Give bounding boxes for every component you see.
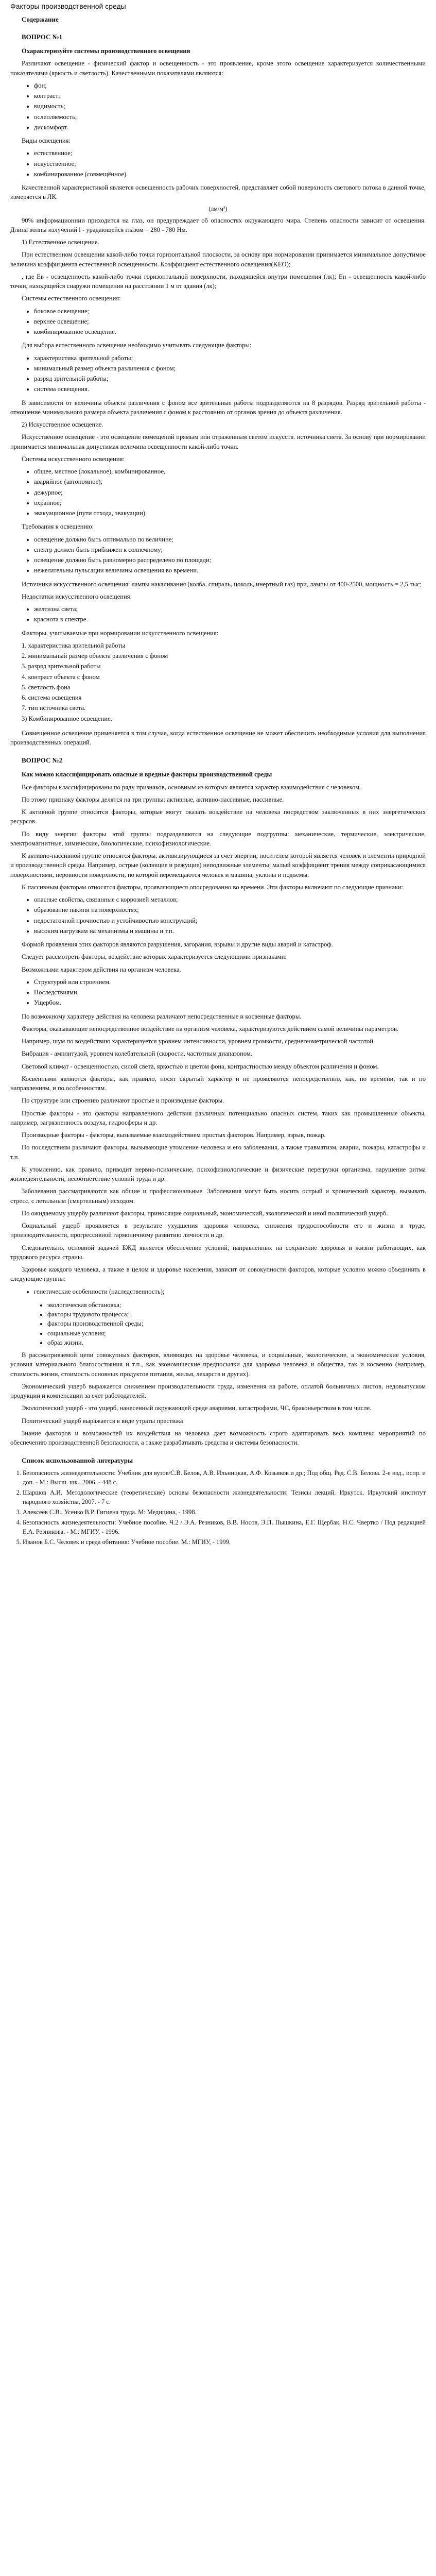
list-item: 2. Шаршов А.И. Методологические (теоретические) основы безопасности жизнедеятельности: Тезисы лекций. Иркутск. Иркутский институт народного хозяйства, 2007. - 7 с. <box>23 1488 426 1507</box>
drawbacks-intro: Недостатки искусственного освещения: <box>22 592 132 600</box>
q2-heading: Как можно классифицировать опасные и вредные факторы производственной среды <box>22 771 272 778</box>
requirements-list <box>34 535 426 575</box>
list-item: • контраст; <box>34 91 426 100</box>
sources-para: Источники искусственного освещения: лампы накаливания (колба, спираль, цоколь, инертный газ) при, лампы от 400-2500, мощность = 2,5 тыс; <box>22 580 422 588</box>
attitude-list <box>34 977 426 1008</box>
q2-para: Например, шум по воздействию характеризуется уровнем интенсивности, уровнем громкости, среднегеометрической частотой. <box>22 1038 375 1045</box>
list-item: • краснота в спектре. <box>34 615 426 624</box>
list-item: • нежелательны пульсации величины освещения во времени. <box>34 566 426 575</box>
natural-heading: 1) Естественное освещение. <box>22 239 99 246</box>
q2-para: Здоровье каждого человека, а также в целом и здоровье населения, зависит от совокупности факторов, которые условно можно объединить в следующие группы: <box>10 1266 426 1283</box>
q2-para: По возможному характеру действия на человека различают непосредственные и косвенные факторы. <box>22 1012 302 1020</box>
list-item: • характеристика зрительной работы; <box>34 353 426 363</box>
list-item: • верхнее освещение; <box>34 317 426 326</box>
q2-para: По виду энергии факторы этой группы подразделяются на следующие подгруппы: механические, термические, электрические, электромагнитные, химические, биологические, психофизиологические. <box>10 830 426 847</box>
keo-para: , где Ев - освещенность какой-либо точки горизонтальной поверхности, находящейся внутри помещения (лк); Eн - освещенность какой-либо точки, находящейся снаружи помещения на расстоянии 1 м от здания (лк); <box>10 273 426 290</box>
q1-title: ВОПРОС №1 <box>22 33 63 41</box>
list-item: • Последствиями. <box>34 988 426 997</box>
list-item: • генетические особенности (наследственность); <box>34 1287 426 1296</box>
list-item: • ослепляемость; <box>34 112 426 122</box>
list-item: • система освещения. <box>34 384 426 394</box>
list-item: 3. Алексеев С.В., Усенко В.Р. Гигиена труда. М: Медицина, - 1998. <box>23 1508 426 1517</box>
list-item: 4. Безопасность жизнедеятельности: Учебное пособие. Ч.2 / Э.А. Резников, В.В. Носов, Э.П. Пышкина, Е.Г. Щербак, Н.С. Чвертко / Под редакцией Е.А. Резникова. - М.: МГИУ, - 1996. <box>23 1518 426 1537</box>
list-item: • аварийное (автономное); <box>34 477 426 486</box>
list-item: • образование накипи на поверхностях; <box>34 905 426 914</box>
list-item: • Структурой или строением. <box>34 977 426 987</box>
q2-para: Факторы, оказывающие непосредственное воздействие на организм человека, характеризуются действием самой величины параметров. <box>22 1025 399 1032</box>
q2-para: Следовательно, основной задачей БЖД является обеспечение условий, направленных на сохранение здоровья и жизни работающих, как трудового ресурса страны. <box>10 1244 426 1261</box>
choose-para: Для выбора естественного освещение необходимо учитывать следующие факторы: <box>22 342 252 349</box>
list-item: • освещение должно быть равномерно распределено по площади; <box>34 555 426 565</box>
choose-list <box>34 353 426 394</box>
list-item: 4. контраст объекта с фоном <box>22 673 100 681</box>
list-item: • социальные условия; <box>47 1329 426 1338</box>
q2-para: К пассивным факторам относятся факторы, проявляющиеся опосредованно во времени. Эти факторы включают по следующие признаки: <box>22 883 404 891</box>
list-item: • недостаточной прочностью и устойчивостью конструкций; <box>34 916 426 925</box>
list-item: • общее, местное (локальное), комбинированное, <box>34 467 426 476</box>
contents-label: Содержание <box>22 15 59 23</box>
list-item: • минимальный размер объекта различения с фоном; <box>34 364 426 373</box>
natural-para: При естественном освещении какой-либо точки горизонтальной плоскости, за основу при нормировании принимается минимальное допустимое величина коэффициента естественной освещенности. Коэффициент естественного освещения(KEO); <box>10 251 426 268</box>
q2-para: Все факторы классифицированы по ряду признаков, основным из которых является характер взаимодействия с человеком. <box>22 783 361 791</box>
list-item: • эвакуационное (пути отхода, эвакуации). <box>34 509 426 518</box>
list-item: • охранное; <box>34 498 426 507</box>
list-item: • комбинированное освещение. <box>34 327 426 336</box>
q2-para: К утомлению, как правило, приводит нервно-психические, психофизиологические и физические перегрузки организма, нарушение ритма жизнедеятельности, несоответствие условий труда и др. <box>10 1165 426 1182</box>
list-item: 7. тип источника света. <box>22 704 86 712</box>
list-item: • образ жизни. <box>47 1338 426 1347</box>
q2-para: Косвенными являются факторы, как правило, носят скрытый характер и не проявляются непосредственно, как, по времени, так и по направлениям, и по особенностям. <box>10 1075 426 1092</box>
bibliography-list <box>23 1469 426 1547</box>
list-item: • комбинированное (совмещённое). <box>34 170 426 179</box>
list-item: • искусственное; <box>34 159 426 168</box>
list-item: • дежурное; <box>34 488 426 497</box>
list-item: • экологическая обстановка; <box>47 1300 426 1310</box>
health-sub <box>47 1300 426 1347</box>
list-item: • высоким нагрузкам на механизмы и машины и т.п. <box>34 926 426 936</box>
list-item: 6. система освещения <box>22 694 82 701</box>
drawbacks-list <box>34 604 426 624</box>
list-item: • видимость; <box>34 101 426 111</box>
factors-list <box>22 641 426 723</box>
q2-para: В рассматриваемой цепи совокупных факторов, влияющих на здоровье человека, и социальные, экологические, а экономические условия, условия материального благосостояния и т.п., как экономические предпосылки для здоровья человека и общества, так и косвенно (например, стоимость жизни, стоимость основных продуктов питания, жилья, лекарств и других). <box>10 1351 426 1378</box>
list-item: 2. минимальный размер объекта различения с фоном <box>22 652 168 659</box>
q2-para: Простые факторы - это факторы направленного действия различных потенциально опасных систем, таких как промышленные объекты, например, загрязненность воздуха, гидросферы и др. <box>10 1109 426 1126</box>
list-item: • факторы производственной среды; <box>47 1319 426 1328</box>
q1-intro: Различают освещение - физический фактор и освещенность - это проявление, кроме этого освещение характеризуется количественными показателями (яркость и светлость). Качественными показателями являются: <box>10 60 426 77</box>
passive-list <box>34 895 426 936</box>
list-item: • дискомфорт. <box>34 123 426 132</box>
formula: (лм/м²) <box>208 205 228 212</box>
q2-para: По этому признаку факторы делятся на три группы: активные, активно-пассивные, пассивные. <box>22 795 284 803</box>
q2-para: Заболевания рассматриваются как общие и профессиональные. Заболевания могут быть носить острый и хронический характер, вызывать стресс, с летальным (смертельным) исходом. <box>10 1188 426 1205</box>
list-item: • естественное; <box>34 148 426 158</box>
document-page <box>0 2 436 1558</box>
list-item: 3) Комбинированное освещение. <box>22 715 112 722</box>
q2-para: По ожидаемому ущербу различают факторы, приносящие социальный, экономический, экологический и иной политический ущерб. <box>22 1209 388 1217</box>
q2-para: Возможными характером действия на организм человека. <box>22 965 181 973</box>
list-item: • разряд зрительной работы; <box>34 374 426 383</box>
q2-para: Экономический ущерб выражается снижением производительности труда, изменения на работе, оплатой больничных листов, недовыпуском продукции и компенсации за счет работодателей. <box>10 1382 426 1399</box>
eye-para: 90% информационнии приходится на глаз, он предупреждает об опасностях окружающего мира. Степень опасности зависит от освещения. Длина волны излучений l - урадающейся глазом = 280 - 780 Нм. <box>10 216 426 233</box>
q2-para: По последствиям различают факторы, вызывающие утомление человека и его заболевания, а также травматизм, аварии, пожары, катастрофы и т.п. <box>10 1144 426 1161</box>
factors-intro: Факторы, учитываемые при нормировании искусственного освещения: <box>22 629 219 637</box>
list-item: 5. Иванов Б.С. Человек и среда обитания: Учебное пособие. М.: МГИУ, - 1999. <box>23 1538 426 1547</box>
list-item: 5. светлость фона <box>22 683 71 691</box>
list-item: • Ущербом. <box>34 998 426 1007</box>
q2-para: Вибрация - амплитудой, уровнем колебательной (скорости, частотным диапазоном. <box>22 1050 252 1058</box>
list-item: • фон; <box>34 81 426 90</box>
q2-para: Экологический ущерб - это ущерб, нанесенный окружающей среде авариями, катастрофами, ЧС, браконьерством в том числе. <box>22 1404 372 1412</box>
systems-list <box>34 307 426 337</box>
art-systems-intro: Системы искусственного освещения: <box>22 455 125 463</box>
q2-para: Формой проявления этих факторов являются разрушения, загорания, взрывы и другие виды аварий и катастроф. <box>22 941 333 948</box>
types-intro: Виды освещения: <box>22 137 71 144</box>
artificial-heading: 2) Искусственное освещение. <box>22 421 103 428</box>
q2-title: ВОПРОС №2 <box>22 756 63 765</box>
bibliography-title: Список использованной литературы <box>22 1456 133 1465</box>
q2-para: К активно-пассивной группе относятся факторы, активизирующиеся за счет энергии, носителем которой является человек и элементы природной и производственной среды. Например, острые (колющие и режущие) неподвижные элементы; малый коэффициент трения между соприкасающимися поверхностями, неровности поверхности, по которой перемещаются человек и машина; уклоны и подъемы. <box>10 852 426 878</box>
requirements-intro: Требования к освещению: <box>22 523 94 531</box>
combined-para: Совмещенное освещение применяется в том случае, когда естественное освещение не может обеспечить необходимые условия для выполнения производственных операций. <box>10 729 426 746</box>
list-item: 1. Безопасность жизнедеятельности: Учебник для вузов/С.В. Белов, А.В. Ильницкая, А.Ф. Козьяков и др.; Под общ. Ред. С.В. Белова. 2-е изд., испр. и доп. - М.: Высш. шк., 2006. - 448 с. <box>23 1469 426 1487</box>
artificial-para: Искусственное освещение - это освещение помещений прямым или отраженным светом искусств. источника света. За основу при нормировании принимается минимальная допустимая величина освещенности какой-либо точки. <box>10 433 426 450</box>
q2-para: Производные факторы - факторы, вызываемые взаимодействием простых факторов. Например, взрыв, пожар. <box>22 1131 326 1139</box>
list-item: • опасные свойства, связанные с коррозией металлов; <box>34 895 426 904</box>
q1-heading: Охарактеризуйте системы производственного освещения <box>22 47 190 55</box>
document-title: Факторы производственной среды <box>10 2 126 10</box>
q2-para: Световой климат - освещенностью, силой света, яркостью и цветом фона, контрастностью между объектом различения и фоном. <box>22 1062 379 1070</box>
list-item: • желтизна света; <box>34 604 426 614</box>
depends-para: В зависимости от величины объекта различения с фоном все зрительные работы подразделяются на 8 разрядов. Разряд зрительной работы - отношение минимального размера объекта различения с фоном к расстоянию от органов зрения до объекта различения. <box>10 399 426 416</box>
q2-para: Политический ущерб выражается в виде утраты престижа <box>22 1417 183 1425</box>
list-item: 3. разряд зрительной работы <box>22 663 101 670</box>
list-item: • спектр должен быть приближен к солнечному; <box>34 545 426 554</box>
quality-list <box>34 81 426 132</box>
q2-para: К активной группе относятся факторы, которые могут оказать воздействие на человека посредством заключенных в них энергетических ресурсов. <box>10 808 426 825</box>
systems-intro: Системы естественного освещения: <box>22 295 121 302</box>
char-para: Качественной характеристикой является освещенность рабочих поверхностей, представляет собой поверхность светового потока в данной точке, измеряется в ЛК. <box>10 184 426 201</box>
list-item: • боковое освещение; <box>34 307 426 316</box>
q2-para: Социальный ущерб проявляется в результате ухудшения здоровья человека, снижения трудоспособности его и жизни в труде, производительности, прогрессивной гармоничному развитию личности и др. <box>10 1222 426 1239</box>
q2-para: Знание факторов и возможностей их воздействия на человека дает возможность строго адаптировать весь комплекс мероприятий по обеспечению производственной безопасности, а также разрабатывать средства и системы безопасности. <box>10 1429 426 1446</box>
q2-para: По структуре или строению различают простые и производные факторы. <box>22 1097 224 1105</box>
types-list <box>34 148 426 179</box>
list-item: • факторы трудового процесса; <box>47 1310 426 1319</box>
list-item: 1. характеристика зрительной работы <box>22 641 126 649</box>
list-item: • освещение должно быть оптимально по величине; <box>34 535 426 544</box>
art-systems-list <box>34 467 426 518</box>
health-groups <box>34 1287 426 1296</box>
q2-para: Следует рассмотреть факторы, воздействие которых характеризуется следующими признаками: <box>22 953 287 961</box>
